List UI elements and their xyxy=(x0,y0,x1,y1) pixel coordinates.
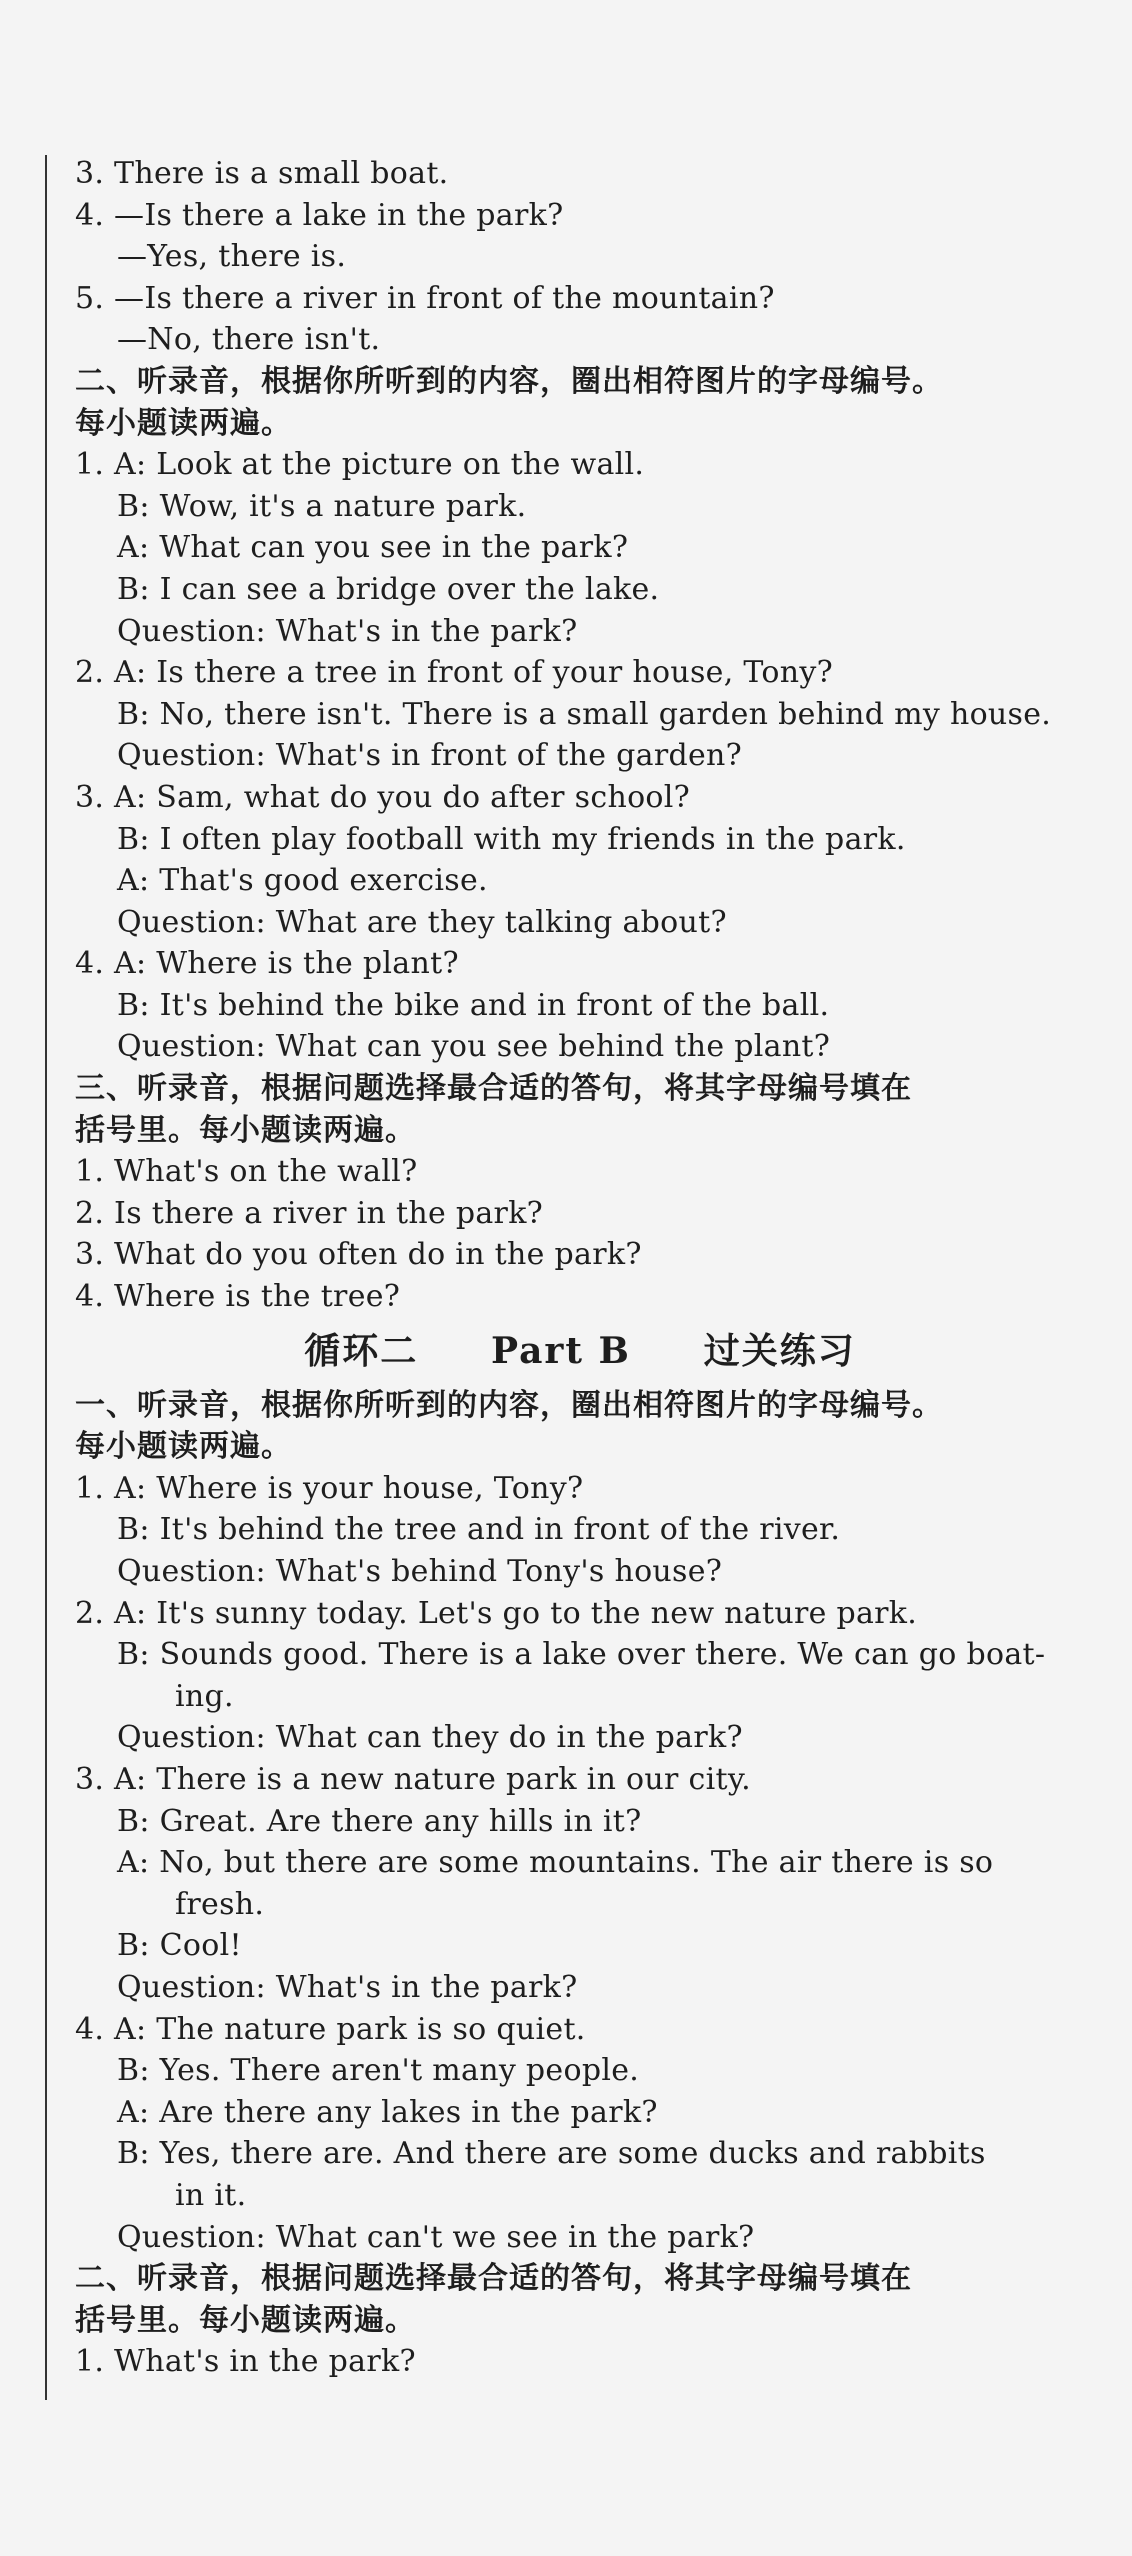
left-margin-rule xyxy=(45,155,47,2400)
text-line: 1. A: Where is your house, Tony? xyxy=(75,1470,584,1506)
text-line: B: I often play football with my friends in the park. xyxy=(117,821,906,857)
section-heading: 三、听录音，根据问题选择最合适的答句，将其字母编号填在 xyxy=(75,1071,912,1107)
section-title-right: 过关练习 xyxy=(703,1330,856,1372)
text-line: B: It's behind the tree and in front of the river. xyxy=(117,1512,841,1548)
section-title-middle: Part B xyxy=(491,1329,631,1372)
text-line: Question: What can you see behind the plant? xyxy=(117,1029,831,1065)
text-line: 3. What do you often do in the park? xyxy=(75,1237,642,1273)
text-line: 4. —Is there a lake in the park? xyxy=(75,197,564,233)
text-line: Question: What's in the park? xyxy=(117,1969,578,2005)
text-line: Question: What can they do in the park? xyxy=(117,1720,743,1756)
text-line: Question: What's in front of the garden? xyxy=(117,738,743,774)
text-line: Question: What are they talking about? xyxy=(117,904,727,940)
text-line: 5. —Is there a river in front of the mountain? xyxy=(75,280,775,316)
text-line: in it. xyxy=(175,2177,247,2213)
top-block xyxy=(75,153,1085,1318)
text-line: 3. A: There is a new nature park in our city. xyxy=(75,1761,751,1797)
text-line: B: I can see a bridge over the lake. xyxy=(117,571,660,607)
text-line: Question: What's behind Tony's house? xyxy=(117,1554,723,1589)
text-line: B: Yes, there are. And there are some ducks and rabbits xyxy=(117,2136,986,2172)
section-heading: 二、听录音，根据问题选择最合适的答句，将其字母编号填在 xyxy=(75,2261,912,2297)
section-heading: 括号里。每小题读两遍。 xyxy=(75,1112,416,1148)
text-line: fresh. xyxy=(175,1886,265,1922)
text-line: 4. Where is the tree? xyxy=(75,1279,401,1315)
text-line: B: Sounds good. There is a lake over there. We can go boat- xyxy=(117,1637,1046,1673)
text-line: B: Great. Are there any hills in it? xyxy=(117,1803,642,1839)
section-title-left: 循环二 xyxy=(304,1330,419,1372)
section-heading: 每小题读两遍。 xyxy=(75,1429,292,1465)
text-line: 3. A: Sam, what do you do after school? xyxy=(75,779,691,815)
section-heading: 括号里。每小题读两遍。 xyxy=(75,2302,416,2338)
section-heading: 二、听录音，根据你所听到的内容，圈出相符图片的字母编号。 xyxy=(75,363,943,399)
text-line: —Yes, there is. xyxy=(117,239,347,275)
text-line: 2. Is there a river in the park? xyxy=(75,1195,544,1231)
text-line: 3. There is a small boat. xyxy=(75,156,449,191)
text-line: 2. A: Is there a tree in front of your house, Tony? xyxy=(75,655,833,691)
bottom-block xyxy=(75,1385,1085,2383)
text-line: Question: What's in the park? xyxy=(117,613,578,649)
text-line: B: No, there isn't. There is a small garden behind my house. xyxy=(117,696,1052,732)
text-line: 4. A: The nature park is so quiet. xyxy=(75,2011,586,2047)
text-line: Question: What can't we see in the park? xyxy=(117,2219,755,2255)
text-line: ing. xyxy=(175,1678,234,1714)
text-line: 1. What's on the wall? xyxy=(75,1154,418,1190)
text-line: B: Cool! xyxy=(117,1928,242,1964)
text-line: 4. A: Where is the plant? xyxy=(75,946,459,982)
text-line: A: That's good exercise. xyxy=(117,863,488,899)
section-heading: 一、听录音，根据你所听到的内容，圈出相符图片的字母编号。 xyxy=(75,1387,943,1423)
text-line: A: Are there any lakes in the park? xyxy=(117,2094,658,2130)
text-line: 2. A: It's sunny today. Let's go to the new nature park. xyxy=(75,1595,918,1631)
document-content xyxy=(75,153,1085,2383)
text-line: 1. What's in the park? xyxy=(75,2344,416,2380)
text-line: B: It's behind the bike and in front of the ball. xyxy=(117,987,830,1023)
text-line: B: Wow, it's a nature park. xyxy=(117,488,527,524)
text-line: A: No, but there are some mountains. The air there is so xyxy=(117,1845,994,1881)
text-line: —No, there isn't. xyxy=(117,322,381,358)
section-heading: 每小题读两遍。 xyxy=(75,405,292,441)
text-line: B: Yes. There aren't many people. xyxy=(117,2053,640,2089)
section-title xyxy=(75,1320,1085,1383)
text-line: A: What can you see in the park? xyxy=(117,530,629,566)
text-line: 1. A: Look at the picture on the wall. xyxy=(75,447,645,483)
